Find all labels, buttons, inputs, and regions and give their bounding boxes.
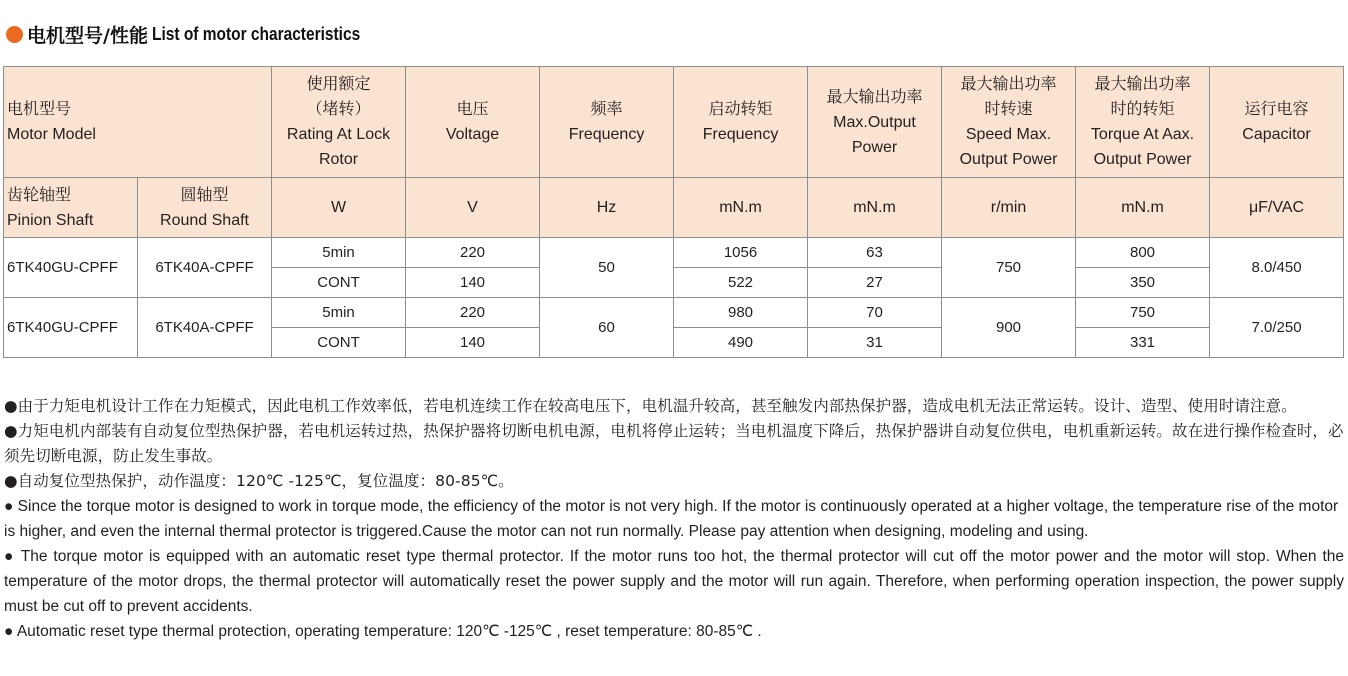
header-text: Voltage xyxy=(445,126,500,143)
header-text: 时转速 xyxy=(984,101,1033,118)
max-power-cell: 63 xyxy=(808,238,942,268)
note-en-2: ● The torque motor is equipped with an automatic reset type thermal protector. If the motor runs too hot, the thermal protector will cut off the motor power and the motor will stop. When the temperature of the motor drops, the thermal protector will automatically reset the power supply and the motor will run again. Therefore, when performing operation inspection, the power supply must be cut off to prevent accidents. xyxy=(4,548,1344,615)
header-text: 最大输出功率 xyxy=(1094,76,1191,93)
header-text: 启动转矩 xyxy=(708,101,773,118)
rating-cell: 5min xyxy=(272,238,406,268)
round-model-cell: 6TK40A-CPFF xyxy=(138,298,272,358)
header-text: Output Power xyxy=(959,151,1058,168)
note-zh-1: ●由于力矩电机设计工作在力矩模式，因此电机工作效率低，若电机连续工作在较高电压下，电机温升较高，甚至触发内部热保护器，造成电机无法正常运转。设计、造型、使用时请注意。 xyxy=(4,397,1297,415)
start-torque-cell: 980 xyxy=(674,298,808,328)
pinion-model-cell: 6TK40GU-CPFF xyxy=(4,298,138,358)
header-motor-model xyxy=(4,67,272,178)
header-frequency xyxy=(540,67,674,178)
torque-cell: 800 xyxy=(1076,238,1210,268)
unit-rating: W xyxy=(272,178,406,238)
start-torque-cell: 1056 xyxy=(674,238,808,268)
note-zh-2: ●力矩电机内部装有自动复位型热保护器，若电机运转过热，热保护器将切断电机电源，电机将停止运转；当电机温度下降后，热保护器讲自动复位供电，电机重新运转。故在进行操作检查时，必须先切断电源，防止发生事故。 xyxy=(4,422,1344,465)
capacitor-cell: 8.0/450 xyxy=(1210,238,1344,298)
unit-speed: r/min xyxy=(942,178,1076,238)
title-zh: 电机型号/性能 xyxy=(27,24,148,47)
notes-section xyxy=(4,394,1344,644)
header-text: Rating At Lock xyxy=(286,126,391,143)
header-text: 最大输出功率 xyxy=(960,76,1057,93)
header-text: 最大输出功率 xyxy=(826,88,923,106)
header-start-torque xyxy=(674,67,808,178)
max-power-cell: 70 xyxy=(808,298,942,328)
rating-cell: 5min xyxy=(272,298,406,328)
subheader-text: Pinion Shaft xyxy=(7,211,94,229)
header-text: Power xyxy=(851,138,898,156)
note-en-3: ● Automatic reset type thermal protection, operating temperature: 120℃ -125℃ , reset temperature: 80-85℃ . xyxy=(4,623,762,640)
pinion-model-cell: 6TK40GU-CPFF xyxy=(4,238,138,298)
header-text: Torque At Aax. xyxy=(1090,126,1195,143)
torque-cell: 750 xyxy=(1076,298,1210,328)
subheader-pinion-shaft xyxy=(4,178,138,238)
voltage-cell: 220 xyxy=(406,298,540,328)
subheader-row xyxy=(4,178,1344,238)
speed-cell: 750 xyxy=(942,238,1076,298)
rating-cell: CONT xyxy=(272,328,406,358)
header-text: Output Power xyxy=(1093,151,1192,168)
header-text: Motor Model xyxy=(7,126,96,143)
subheader-text: 齿轮轴型 xyxy=(7,186,72,204)
voltage-cell: 220 xyxy=(406,238,540,268)
subheader-text: 圆轴型 xyxy=(180,186,229,204)
unit-voltage: V xyxy=(406,178,540,238)
header-speed xyxy=(942,67,1076,178)
header-text: 电压 xyxy=(456,101,489,118)
voltage-cell: 140 xyxy=(406,328,540,358)
bullet-dot-icon xyxy=(6,26,23,43)
capacitor-cell: 7.0/250 xyxy=(1210,298,1344,358)
header-text: Max.Output xyxy=(833,113,916,131)
header-text: 频率 xyxy=(590,101,623,118)
header-row xyxy=(4,67,1344,178)
header-text: 运行电容 xyxy=(1244,101,1309,118)
motor-spec-table xyxy=(3,66,1344,358)
header-text: Speed Max. xyxy=(965,126,1052,143)
header-rating xyxy=(272,67,406,178)
header-voltage xyxy=(406,67,540,178)
header-capacitor xyxy=(1210,67,1344,178)
header-text: 使用额定 xyxy=(306,76,371,93)
title-en: List of motor characteristics xyxy=(151,23,361,44)
note-zh-3: ●自动复位型热保护，动作温度：120℃ -125℃，复位温度：80-85℃。 xyxy=(4,472,514,490)
note-en-1: ● Since the torque motor is designed to work in torque mode, the efficiency of the motor is not very high. If the motor is continuously operated at a higher voltage, the temperature rise of the motor is higher, and even the internal thermal protector is triggered.Cause the motor can not run normally. Please pay attention when designing, modeling and using. xyxy=(4,498,1339,540)
max-power-cell: 27 xyxy=(808,268,942,298)
start-torque-cell: 522 xyxy=(674,268,808,298)
round-model-cell: 6TK40A-CPFF xyxy=(138,238,272,298)
header-text: （堵转） xyxy=(306,101,371,118)
speed-cell: 900 xyxy=(942,298,1076,358)
voltage-cell: 140 xyxy=(406,268,540,298)
table-row xyxy=(4,238,1344,268)
frequency-cell: 50 xyxy=(540,238,674,298)
unit-capacitor: μF/VAC xyxy=(1210,178,1344,238)
subheader-round-shaft xyxy=(138,178,272,238)
max-power-cell: 31 xyxy=(808,328,942,358)
subheader-text: Round Shaft xyxy=(160,211,249,229)
frequency-cell: 60 xyxy=(540,298,674,358)
header-torque xyxy=(1076,67,1210,178)
unit-torque: mN.m xyxy=(1076,178,1210,238)
start-torque-cell: 490 xyxy=(674,328,808,358)
header-text: Capacitor xyxy=(1242,126,1311,143)
torque-cell: 350 xyxy=(1076,268,1210,298)
table-row xyxy=(4,298,1344,328)
torque-cell: 331 xyxy=(1076,328,1210,358)
header-text: 电机型号 xyxy=(7,101,72,118)
header-max-power xyxy=(808,67,942,178)
rating-cell: CONT xyxy=(272,268,406,298)
unit-start-torque: mN.m xyxy=(674,178,808,238)
unit-max-power: mN.m xyxy=(808,178,942,238)
header-text: Rotor xyxy=(318,151,359,168)
header-text: 时的转矩 xyxy=(1110,101,1175,118)
header-text: Frequency xyxy=(568,126,645,143)
header-text: Frequency xyxy=(702,126,779,143)
unit-frequency: Hz xyxy=(540,178,674,238)
page-title xyxy=(6,19,394,49)
